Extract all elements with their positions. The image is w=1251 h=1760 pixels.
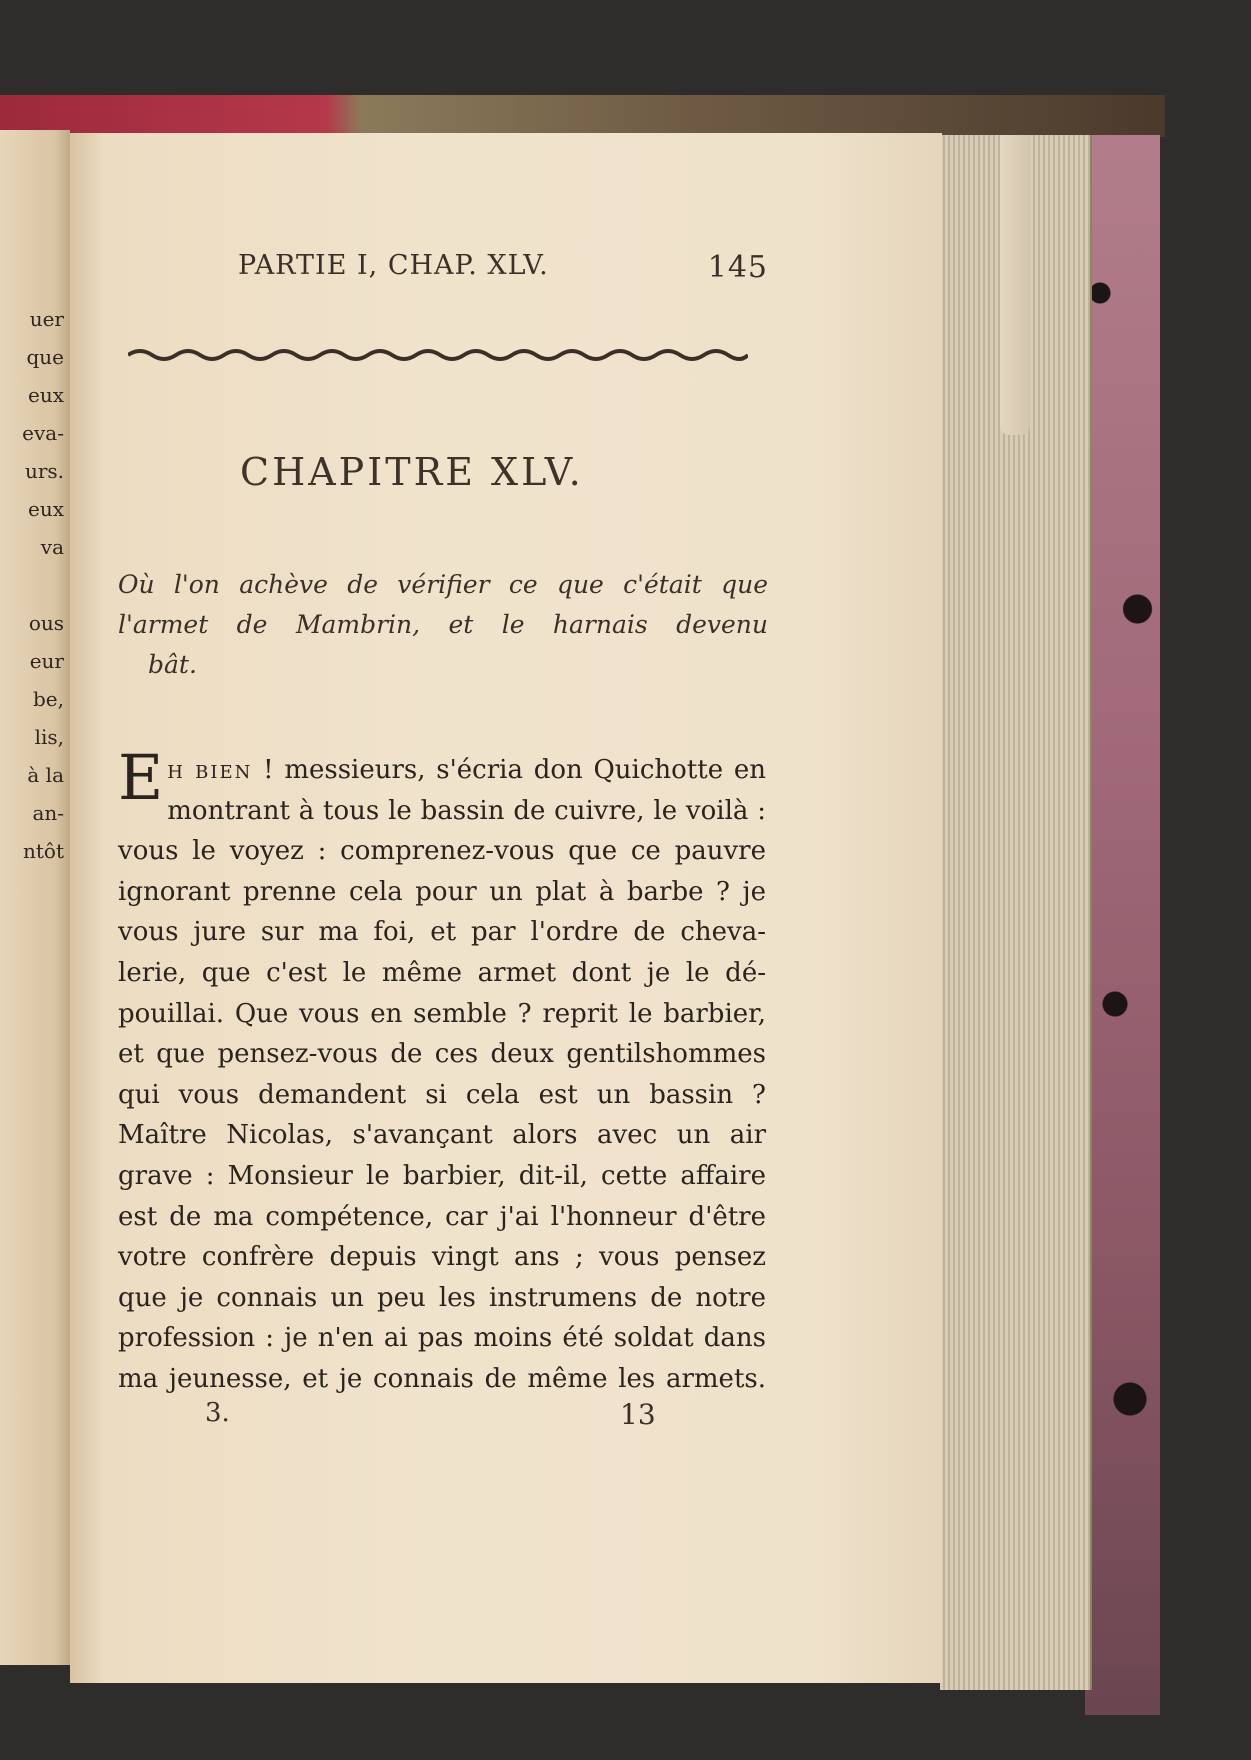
left-page-fragments (2, 300, 66, 870)
left-fragment: eux (28, 497, 64, 521)
gathering-signature: 3. (205, 1398, 230, 1428)
body-line: grave : Monsieur le barbier, dit-il, cette affaire (118, 1160, 766, 1191)
left-fragment: urs. (24, 459, 64, 483)
body-line: vous le voyez : comprenez-vous que ce pauvre (118, 836, 766, 867)
body-line: montrant à tous le bassin de cuivre, le voilà : (167, 795, 766, 826)
left-fragment: eva- (22, 421, 64, 445)
running-title: PARTIE I, CHAP. XLV. (238, 250, 549, 281)
subtitle-line: bât. (148, 650, 197, 679)
left-fragment: lis, (34, 725, 64, 749)
marbled-cover (1085, 135, 1160, 1715)
chapter-subtitle (118, 565, 768, 685)
body-line: vous jure sur ma foi, et par l'ordre de cheva- (118, 917, 766, 948)
first-line-rest: ! messieurs, s'écria don Quichotte en (263, 755, 766, 785)
chapter-title: CHAPITRE XLV. (240, 450, 584, 494)
wave-ornament (128, 345, 748, 365)
signature-number: 13 (620, 1398, 656, 1431)
book-spine-edge (0, 95, 1165, 137)
drop-cap: E (118, 741, 164, 814)
left-fragment: à la (27, 763, 64, 787)
subtitle-line: Où l'on achève de vérifier ce que c'était que (118, 570, 768, 599)
body-line: pouillai. Que vous en semble ? reprit le barbier, (118, 998, 766, 1029)
body-line: qui vous demandent si cela est un bassin ? (118, 1079, 766, 1110)
left-fragment: eux (28, 383, 64, 407)
body-line: est de ma compétence, car j'ai l'honneur d'être (118, 1201, 766, 1232)
body-line: ignorant prenne cela pour un plat à barbe ? je (118, 876, 766, 907)
subtitle-line: l'armet de Mambrin, et le harnais devenu (118, 610, 768, 639)
left-fragment: be, (33, 687, 64, 711)
bookmark-tab (1000, 135, 1030, 435)
running-head (238, 250, 768, 290)
left-fragment: an- (32, 801, 64, 825)
left-fragment: que (26, 345, 64, 369)
body-line: Maître Nicolas, s'avançant alors avec un air (118, 1120, 766, 1151)
left-fragment: eur (29, 649, 64, 673)
first-words-smallcaps: H BIEN (167, 762, 253, 783)
left-fragment: uer (29, 307, 64, 331)
body-line: ma jeunesse, et je connais de même les armets. (118, 1363, 766, 1394)
page-number: 145 (707, 250, 768, 285)
body-line: profession : je n'en ai pas moins été soldat dans (118, 1323, 766, 1354)
body-line: lerie, que c'est le même armet dont je le dé- (118, 957, 766, 988)
left-fragment: va (40, 535, 64, 559)
body-text (118, 741, 766, 1400)
body-line: et que pensez-vous de ces deux gentilshommes (118, 1039, 766, 1070)
left-fragment: ous (28, 611, 64, 635)
body-line: que je connais un peu les instrumens de notre (118, 1282, 766, 1313)
body-line: votre confrère depuis vingt ans ; vous pensez (118, 1242, 766, 1273)
left-fragment: ntôt (23, 839, 64, 863)
left-fragment (2, 566, 66, 604)
